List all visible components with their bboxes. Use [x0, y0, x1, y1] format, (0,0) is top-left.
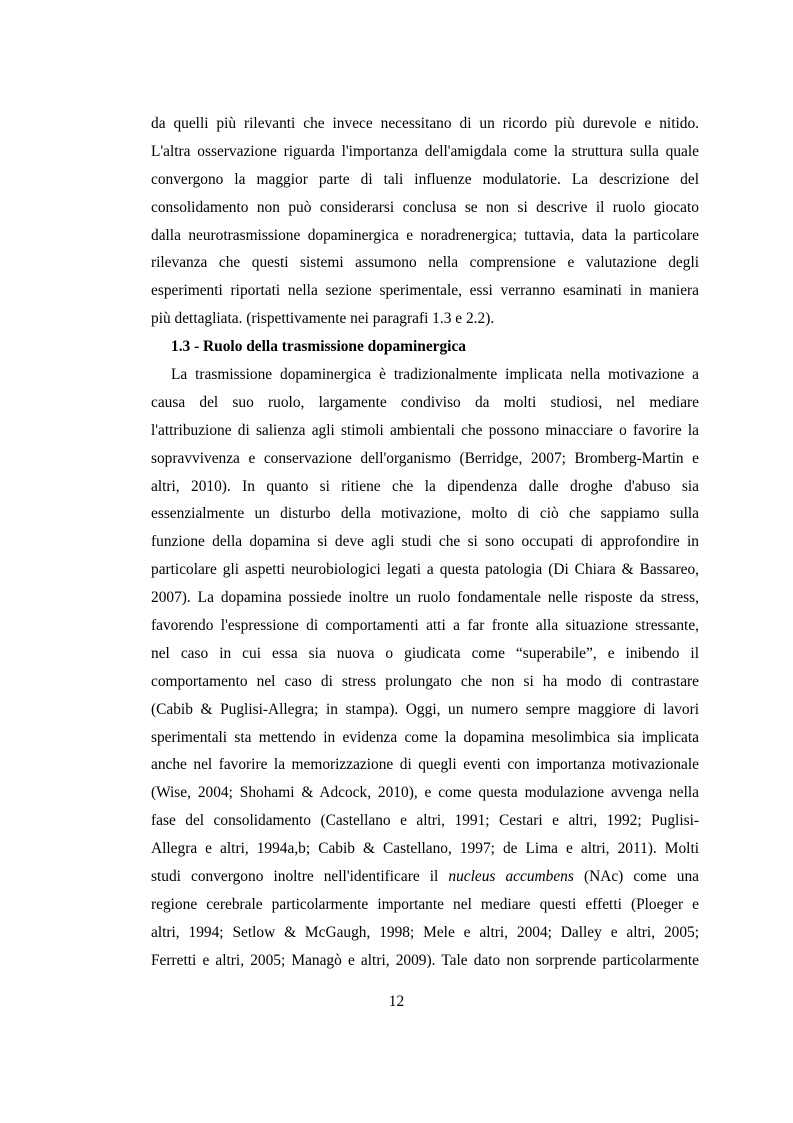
text-line: dalla neurotrasmissione dopaminergica e noradrenergica; tuttavia, data la particolare — [151, 226, 699, 244]
text-line: anche nel favorire la memorizzazione di quegli eventi con importanza motivazionale — [151, 756, 699, 774]
text-line: causa del suo ruolo, largamente condiviso da molti studiosi, nel mediare — [151, 393, 699, 411]
paragraph-consolidation — [151, 110, 699, 333]
text-line: rilevanza che questi sistemi assumono nella comprensione e valutazione degli — [151, 254, 699, 272]
text-line: 2007). La dopamina possiede inoltre un ruolo fondamentale nelle risposte da stress, — [151, 589, 699, 607]
paragraph-dopamine — [151, 361, 699, 975]
text-line: l'attribuzione di salienza agli stimoli ambientali che possono minacciare o favorire la — [151, 421, 699, 439]
text-line: altri, 2010). In quanto si ritiene che la dipendenza dalle droghe d'abuso sia — [151, 477, 699, 495]
text-line: sopravvivenza e conservazione dell'organismo (Berridge, 2007; Bromberg-Martin e — [151, 449, 699, 467]
text-line: Ferretti e altri, 2005; Managò e altri, 2009). Tale dato non sorprende particolarmente — [151, 951, 699, 969]
text-segment: studi convergono inoltre nell'identificare il — [151, 868, 449, 886]
text-line: esperimenti riportati nella sezione sperimentale, essi verranno esaminati in maniera — [151, 282, 699, 300]
text-line: nel caso in cui essa sia nuova o giudicata come “superabile”, e inibendo il — [151, 644, 699, 662]
text-segment: (NAc) come una — [573, 868, 699, 886]
text-line: più dettagliata. (rispettivamente nei paragrafi 1.3 e 2.2). — [151, 310, 495, 328]
text-line: La trasmissione dopaminergica è tradizionalmente implicata nella motivazione a — [171, 366, 699, 384]
text-line: essenzialmente un disturbo della motivazione, molto di ciò che sappiamo sulla — [151, 505, 699, 523]
text-line: da quelli più rilevanti che invece necessitano di un ricordo più durevole e nitido. — [151, 115, 699, 132]
text-line: consolidamento non può considerarsi conclusa se non si descrive il ruolo giocato — [151, 198, 699, 216]
text-line: particolare gli aspetti neurobiologici legati a questa patologia (Di Chiara & Bassareo, — [151, 561, 699, 579]
text-line: L'altra osservazione riguarda l'importanza dell'amigdala come la struttura sulla quale — [151, 142, 699, 160]
italic-term: nucleus accumbens — [448, 868, 574, 886]
text-line: (Cabib & Puglisi-Allegra; in stampa). Oggi, un numero sempre maggiore di lavori — [151, 700, 699, 718]
text-line: convergono la maggior parte di tali influenze modulatorie. La descrizione del — [151, 170, 699, 188]
text-line: funzione della dopamina si deve agli studi che si sono occupati di approfondire in — [151, 533, 699, 551]
text-line: altri, 1994; Setlow & McGaugh, 1998; Mele e altri, 2004; Dalley e altri, 2005; — [151, 923, 699, 941]
section-heading: 1.3 - Ruolo della trasmissione dopaminergica — [171, 338, 466, 356]
text-line: fase del consolidamento (Castellano e altri, 1991; Cestari e altri, 1992; Puglisi- — [151, 812, 699, 830]
text-line: sperimentali sta mettendo in evidenza come la dopamina mesolimbica sia implicata — [151, 728, 699, 746]
page-number: 12 — [388, 993, 405, 1010]
text-line: regione cerebrale particolarmente importante nel mediare questi effetti (Ploeger e — [151, 895, 699, 913]
page-body — [151, 110, 699, 975]
text-line: (Wise, 2004; Shohami & Adcock, 2010), e come questa modulazione avvenga nella — [151, 784, 699, 802]
text-line: favorendo l'espressione di comportamenti atti a far fronte alla situazione stressante, — [151, 617, 699, 635]
text-line: comportamento nel caso di stress prolungato che non si ha modo di contrastare — [151, 672, 699, 690]
text-line: Allegra e altri, 1994a,b; Cabib & Castellano, 1997; de Lima e altri, 2011). Molti — [151, 840, 699, 858]
text-line-nucleus-accumbens — [151, 863, 699, 891]
